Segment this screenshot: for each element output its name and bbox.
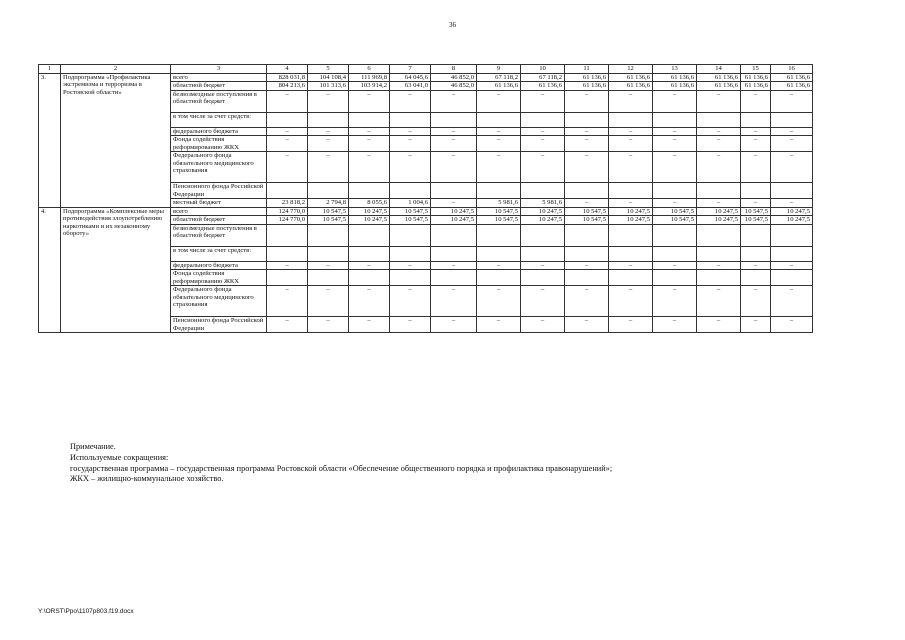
value-cell: 61 136,6 bbox=[653, 82, 697, 90]
value-cell: 10 247,5 bbox=[431, 207, 477, 215]
value-cell: – bbox=[267, 90, 308, 112]
value-cell: 111 969,8 bbox=[349, 74, 390, 82]
program-title: Подпрограмма «Комплексные меры противодействия злоупотреблению наркотиками и их незаконному обороту» bbox=[61, 207, 171, 332]
value-cell: – bbox=[390, 136, 431, 152]
value-cell bbox=[521, 270, 565, 286]
value-cell bbox=[609, 224, 653, 246]
value-cell: 61 136,6 bbox=[771, 82, 813, 90]
value-cell: – bbox=[390, 286, 431, 317]
value-cell: – bbox=[521, 90, 565, 112]
value-cell: 2 794,8 bbox=[308, 199, 349, 207]
funding-source-label: Пенсионного фонда Российской Федерации bbox=[171, 317, 267, 333]
page-number: 36 bbox=[449, 21, 456, 29]
value-cell: – bbox=[697, 286, 741, 317]
value-cell bbox=[267, 246, 308, 261]
value-cell: – bbox=[477, 152, 521, 183]
value-cell bbox=[565, 224, 609, 246]
header-cell: 8 bbox=[431, 65, 477, 74]
value-cell bbox=[267, 270, 308, 286]
funding-source-label: безвозмездные поступления в областной бюджет bbox=[171, 224, 267, 246]
funding-source-label: местный бюджет bbox=[171, 199, 267, 207]
value-cell: – bbox=[741, 261, 771, 269]
program-title: Подпрограмма «Профилактика экстремизма и терроризма в Ростовской области» bbox=[61, 74, 171, 208]
value-cell bbox=[308, 246, 349, 261]
funding-source-label: Фонда содействия реформированию ЖКХ bbox=[171, 270, 267, 286]
value-cell: – bbox=[521, 261, 565, 269]
value-cell: – bbox=[653, 90, 697, 112]
value-cell: 101 313,6 bbox=[308, 82, 349, 90]
value-cell: – bbox=[771, 152, 813, 183]
value-cell bbox=[697, 112, 741, 127]
value-cell bbox=[477, 183, 521, 199]
value-cell: – bbox=[565, 317, 609, 333]
funding-source-label: всего bbox=[171, 74, 267, 82]
header-cell: 4 bbox=[267, 65, 308, 74]
value-cell: 10 247,5 bbox=[521, 216, 565, 224]
value-cell: – bbox=[477, 261, 521, 269]
value-cell bbox=[349, 246, 390, 261]
value-cell bbox=[477, 270, 521, 286]
value-cell bbox=[390, 183, 431, 199]
value-cell bbox=[477, 112, 521, 127]
value-cell: 10 247,5 bbox=[771, 216, 813, 224]
value-cell: – bbox=[521, 317, 565, 333]
value-cell: 61 136,6 bbox=[741, 74, 771, 82]
value-cell: – bbox=[697, 152, 741, 183]
value-cell bbox=[653, 112, 697, 127]
value-cell bbox=[431, 270, 477, 286]
value-cell: – bbox=[653, 136, 697, 152]
value-cell: 46 852,0 bbox=[431, 82, 477, 90]
value-cell: – bbox=[349, 317, 390, 333]
file-path-footer: Y:\ORST\Ppo\1107p803.f19.docx bbox=[38, 608, 134, 615]
value-cell bbox=[771, 183, 813, 199]
funding-source-label: безвозмездные поступления в областной бюджет bbox=[171, 90, 267, 112]
value-cell: 10 247,5 bbox=[349, 216, 390, 224]
value-cell bbox=[565, 112, 609, 127]
header-cell: 11 bbox=[565, 65, 609, 74]
value-cell: 10 547,5 bbox=[741, 207, 771, 215]
value-cell: – bbox=[390, 127, 431, 135]
value-cell bbox=[771, 270, 813, 286]
value-cell bbox=[697, 246, 741, 261]
program-number: 3. bbox=[39, 74, 61, 208]
value-cell: – bbox=[308, 261, 349, 269]
notes-line: государственная программа – государственная программа Ростовской области «Обеспечение общественного порядка и профилактика правонарушений»; bbox=[70, 463, 613, 473]
value-cell: – bbox=[771, 286, 813, 317]
funding-source-label: областной бюджет bbox=[171, 216, 267, 224]
table-row bbox=[39, 74, 813, 82]
value-cell: 10 547,5 bbox=[308, 216, 349, 224]
value-cell: – bbox=[771, 317, 813, 333]
value-cell: 61 136,6 bbox=[609, 74, 653, 82]
value-cell: – bbox=[349, 152, 390, 183]
value-cell bbox=[431, 246, 477, 261]
header-cell: 13 bbox=[653, 65, 697, 74]
value-cell: – bbox=[308, 136, 349, 152]
value-cell bbox=[390, 112, 431, 127]
value-cell bbox=[609, 246, 653, 261]
value-cell: – bbox=[771, 136, 813, 152]
value-cell: – bbox=[267, 317, 308, 333]
value-cell: – bbox=[653, 127, 697, 135]
header-cell: 14 bbox=[697, 65, 741, 74]
value-cell bbox=[349, 224, 390, 246]
value-cell: – bbox=[653, 199, 697, 207]
value-cell: – bbox=[431, 127, 477, 135]
value-cell: 61 136,6 bbox=[521, 82, 565, 90]
value-cell: – bbox=[697, 136, 741, 152]
header-cell: 7 bbox=[390, 65, 431, 74]
header-cell: 2 bbox=[61, 65, 171, 74]
value-cell bbox=[521, 183, 565, 199]
value-cell: 124 770,0 bbox=[267, 216, 308, 224]
value-cell bbox=[521, 112, 565, 127]
value-cell: – bbox=[609, 317, 653, 333]
funding-source-label: в том числе за счет средств: bbox=[171, 246, 267, 261]
value-cell: 10 547,5 bbox=[565, 216, 609, 224]
value-cell: – bbox=[609, 136, 653, 152]
header-cell: 9 bbox=[477, 65, 521, 74]
funding-source-label: Фонда содействия реформированию ЖКХ bbox=[171, 136, 267, 152]
value-cell: – bbox=[267, 152, 308, 183]
value-cell: – bbox=[609, 127, 653, 135]
value-cell bbox=[653, 224, 697, 246]
value-cell: – bbox=[565, 152, 609, 183]
program-number: 4. bbox=[39, 207, 61, 332]
value-cell: 10 547,5 bbox=[308, 207, 349, 215]
value-cell: – bbox=[741, 136, 771, 152]
value-cell: – bbox=[390, 317, 431, 333]
value-cell: – bbox=[308, 286, 349, 317]
value-cell: – bbox=[431, 261, 477, 269]
value-cell: – bbox=[349, 286, 390, 317]
funding-source-label: Федерального фонда обязательного медицинского страхования bbox=[171, 152, 267, 183]
value-cell: 61 136,6 bbox=[741, 82, 771, 90]
value-cell: – bbox=[308, 127, 349, 135]
value-cell: – bbox=[431, 152, 477, 183]
value-cell: 10 247,5 bbox=[609, 207, 653, 215]
value-cell: – bbox=[267, 136, 308, 152]
value-cell bbox=[308, 224, 349, 246]
header-cell: 5 bbox=[308, 65, 349, 74]
notes-line: ЖКХ – жилищно-коммунальное хозяйство. bbox=[70, 474, 224, 484]
value-cell: – bbox=[697, 199, 741, 207]
value-cell: – bbox=[771, 90, 813, 112]
value-cell: – bbox=[431, 286, 477, 317]
value-cell bbox=[771, 246, 813, 261]
value-cell: 10 247,5 bbox=[697, 216, 741, 224]
value-cell bbox=[390, 270, 431, 286]
value-cell bbox=[308, 270, 349, 286]
header-cell: 6 bbox=[349, 65, 390, 74]
value-cell: 61 136,6 bbox=[653, 74, 697, 82]
value-cell: – bbox=[565, 90, 609, 112]
value-cell: 10 247,5 bbox=[521, 207, 565, 215]
table-row bbox=[39, 207, 813, 215]
header-cell: 12 bbox=[609, 65, 653, 74]
value-cell bbox=[771, 224, 813, 246]
value-cell: – bbox=[741, 90, 771, 112]
value-cell bbox=[431, 183, 477, 199]
value-cell: 10 547,5 bbox=[477, 216, 521, 224]
value-cell: – bbox=[390, 90, 431, 112]
value-cell: – bbox=[565, 127, 609, 135]
value-cell bbox=[349, 183, 390, 199]
value-cell bbox=[308, 112, 349, 127]
value-cell: – bbox=[267, 127, 308, 135]
value-cell: – bbox=[565, 199, 609, 207]
value-cell: 10 547,5 bbox=[390, 216, 431, 224]
value-cell: – bbox=[390, 261, 431, 269]
value-cell bbox=[609, 270, 653, 286]
value-cell: – bbox=[653, 152, 697, 183]
value-cell: 104 108,4 bbox=[308, 74, 349, 82]
value-cell: 8 055,6 bbox=[349, 199, 390, 207]
value-cell: – bbox=[431, 136, 477, 152]
value-cell: 103 914,2 bbox=[349, 82, 390, 90]
value-cell: 67 118,2 bbox=[477, 74, 521, 82]
value-cell: – bbox=[431, 199, 477, 207]
value-cell: 61 136,6 bbox=[609, 82, 653, 90]
value-cell: – bbox=[477, 136, 521, 152]
value-cell: – bbox=[390, 152, 431, 183]
value-cell: – bbox=[741, 286, 771, 317]
value-cell bbox=[741, 270, 771, 286]
value-cell bbox=[349, 270, 390, 286]
value-cell: – bbox=[521, 136, 565, 152]
value-cell bbox=[653, 183, 697, 199]
value-cell: – bbox=[741, 127, 771, 135]
value-cell: – bbox=[521, 286, 565, 317]
value-cell: 5 981,6 bbox=[477, 199, 521, 207]
value-cell: – bbox=[653, 317, 697, 333]
value-cell: – bbox=[349, 136, 390, 152]
header-row bbox=[39, 65, 813, 74]
value-cell: – bbox=[565, 136, 609, 152]
funding-source-label: всего bbox=[171, 207, 267, 215]
value-cell: – bbox=[308, 90, 349, 112]
value-cell: – bbox=[697, 261, 741, 269]
value-cell bbox=[521, 246, 565, 261]
value-cell: – bbox=[609, 90, 653, 112]
funding-source-label: федерального бюджета bbox=[171, 261, 267, 269]
value-cell: – bbox=[349, 90, 390, 112]
value-cell bbox=[697, 224, 741, 246]
value-cell: 804 213,6 bbox=[267, 82, 308, 90]
value-cell: – bbox=[477, 286, 521, 317]
value-cell bbox=[267, 112, 308, 127]
value-cell: 10 547,5 bbox=[653, 216, 697, 224]
value-cell: – bbox=[771, 127, 813, 135]
value-cell: 61 136,6 bbox=[477, 82, 521, 90]
value-cell: – bbox=[653, 286, 697, 317]
value-cell: – bbox=[741, 317, 771, 333]
value-cell: 63 041,0 bbox=[390, 82, 431, 90]
value-cell: – bbox=[267, 286, 308, 317]
funding-source-label: Федерального фонда обязательного медицинского страхования bbox=[171, 286, 267, 317]
value-cell bbox=[267, 183, 308, 199]
value-cell: 828 031,8 bbox=[267, 74, 308, 82]
value-cell bbox=[565, 270, 609, 286]
value-cell: 10 247,5 bbox=[431, 216, 477, 224]
value-cell: – bbox=[349, 261, 390, 269]
value-cell: – bbox=[477, 317, 521, 333]
value-cell: 61 136,6 bbox=[565, 74, 609, 82]
value-cell: 10 547,5 bbox=[653, 207, 697, 215]
value-cell: 61 136,6 bbox=[565, 82, 609, 90]
value-cell bbox=[697, 183, 741, 199]
budget-table bbox=[38, 64, 813, 333]
value-cell bbox=[609, 112, 653, 127]
header-cell: 10 bbox=[521, 65, 565, 74]
value-cell: – bbox=[521, 127, 565, 135]
value-cell: 10 547,5 bbox=[565, 207, 609, 215]
value-cell: 1 004,6 bbox=[390, 199, 431, 207]
value-cell: – bbox=[609, 286, 653, 317]
funding-source-label: Пенсионного фонда Российской Федерации bbox=[171, 183, 267, 199]
value-cell: 5 981,6 bbox=[521, 199, 565, 207]
value-cell bbox=[771, 112, 813, 127]
value-cell: – bbox=[308, 317, 349, 333]
funding-source-label: федерального бюджета bbox=[171, 127, 267, 135]
value-cell: 23 818,2 bbox=[267, 199, 308, 207]
value-cell: 10 247,5 bbox=[609, 216, 653, 224]
value-cell: 10 547,5 bbox=[477, 207, 521, 215]
value-cell bbox=[565, 183, 609, 199]
value-cell: – bbox=[697, 127, 741, 135]
value-cell bbox=[349, 112, 390, 127]
value-cell: – bbox=[477, 127, 521, 135]
header-cell: 1 bbox=[39, 65, 61, 74]
value-cell: – bbox=[653, 261, 697, 269]
value-cell: 64 045,6 bbox=[390, 74, 431, 82]
value-cell bbox=[741, 112, 771, 127]
value-cell: 46 852,0 bbox=[431, 74, 477, 82]
value-cell: 10 247,5 bbox=[349, 207, 390, 215]
header-cell: 15 bbox=[741, 65, 771, 74]
value-cell bbox=[477, 246, 521, 261]
funding-source-label: областной бюджет bbox=[171, 82, 267, 90]
value-cell bbox=[477, 224, 521, 246]
value-cell bbox=[308, 183, 349, 199]
value-cell: 67 118,2 bbox=[521, 74, 565, 82]
value-cell: 61 136,6 bbox=[697, 82, 741, 90]
value-cell: – bbox=[431, 317, 477, 333]
value-cell: 10 547,5 bbox=[390, 207, 431, 215]
value-cell bbox=[653, 246, 697, 261]
value-cell: – bbox=[565, 286, 609, 317]
notes-title: Примечание. bbox=[70, 442, 116, 451]
value-cell: – bbox=[308, 152, 349, 183]
value-cell bbox=[741, 224, 771, 246]
value-cell bbox=[267, 224, 308, 246]
value-cell: – bbox=[609, 261, 653, 269]
value-cell: – bbox=[609, 152, 653, 183]
value-cell bbox=[431, 224, 477, 246]
value-cell bbox=[565, 246, 609, 261]
value-cell: – bbox=[609, 199, 653, 207]
value-cell: – bbox=[697, 90, 741, 112]
value-cell: – bbox=[565, 261, 609, 269]
value-cell: – bbox=[267, 261, 308, 269]
value-cell: 124 770,0 bbox=[267, 207, 308, 215]
value-cell bbox=[431, 112, 477, 127]
value-cell: 10 247,5 bbox=[697, 207, 741, 215]
value-cell: – bbox=[349, 127, 390, 135]
value-cell: 10 247,5 bbox=[771, 207, 813, 215]
value-cell: – bbox=[431, 90, 477, 112]
funding-source-label: в том числе за счет средств: bbox=[171, 112, 267, 127]
value-cell: – bbox=[771, 261, 813, 269]
value-cell: 61 136,6 bbox=[771, 74, 813, 82]
value-cell bbox=[609, 183, 653, 199]
value-cell bbox=[390, 246, 431, 261]
notes-block bbox=[70, 442, 612, 485]
value-cell: – bbox=[521, 152, 565, 183]
value-cell: – bbox=[477, 90, 521, 112]
notes-subtitle: Используемые сокращения: bbox=[70, 452, 169, 462]
header-cell: 3 bbox=[171, 65, 267, 74]
value-cell bbox=[521, 224, 565, 246]
value-cell bbox=[697, 270, 741, 286]
value-cell: – bbox=[771, 199, 813, 207]
header-cell: 16 bbox=[771, 65, 813, 74]
value-cell bbox=[390, 224, 431, 246]
value-cell: 10 547,5 bbox=[741, 216, 771, 224]
value-cell bbox=[741, 246, 771, 261]
value-cell: 61 136,6 bbox=[697, 74, 741, 82]
value-cell bbox=[653, 270, 697, 286]
value-cell: – bbox=[741, 199, 771, 207]
value-cell bbox=[741, 183, 771, 199]
value-cell: – bbox=[741, 152, 771, 183]
value-cell: – bbox=[697, 317, 741, 333]
